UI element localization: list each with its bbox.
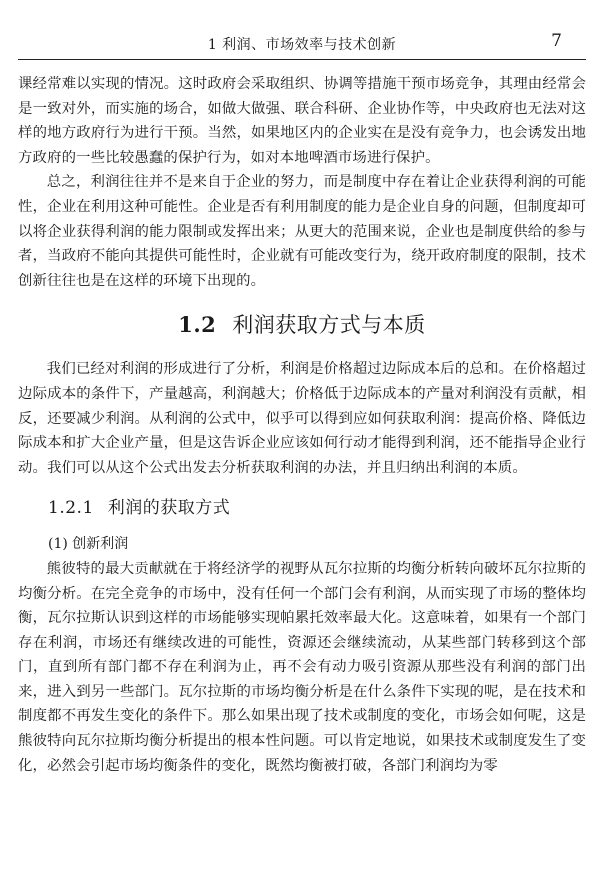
chapter-title: 1 利润、市场效率与技术创新	[207, 37, 397, 53]
paragraph-1: 课经常难以实现的情况。这时政府会采取组织、协调等措施干预市场竞争，其理由经常会是一致对外，而实施的场合，如做大做强、联合科研、企业协作等，中央政府也无法对这样的地方政府行为进行干预。当然，如果地区内的企业实在是没有竞争力，也会诱发出地方政府的一些比较愚蠢的保护行为，如对本地啤酒市场进行保护。	[18, 76, 586, 166]
running-head	[18, 0, 586, 58]
section-title: 利润获取方式与本质	[232, 313, 426, 338]
section-heading	[18, 311, 586, 339]
header-rule	[18, 59, 586, 60]
paragraph-3: 我们已经对利润的形成进行了分析，利润是价格超过边际成本后的总和。在价格超过边际成本的条件下，产量越高，利润越大；价格低于边际成本的产量对利润没有贡献，相反，还要减少利润。从利润的公式中，似乎可以得到应如何获取利润：提高价格、降低边际成本和扩大企业产量，但是这告诉企业应该如何行动才能得到利润，还不能指导企业行动。我们可以从这个公式出发去分析获取利润的办法，并且归纳出利润的本质。	[18, 361, 586, 476]
paragraph-2: 总之，利润往往并不是来自于企业的努力，而是制度中存在着让企业获得利润的可能性，企业在利用这种可能性。企业是否有利用制度的能力是企业自身的问题，但制度却可以将企业获得利润的能力限制或发挥出来；从更大的范围来说，企业也是制度供给的参与者，当政府不能向其提供可能性时，企业就有可能改变行为，绕开政府制度的限制，技术创新往往也是在这样的环境下出现的。	[18, 174, 586, 289]
item-heading: (1) 创新利润	[48, 536, 129, 553]
page-body	[18, 72, 586, 778]
paragraph-4: 熊彼特的最大贡献就在于将经济学的视野从瓦尔拉斯的均衡分析转向破坏瓦尔拉斯的均衡分析。在完全竞争的市场中，没有任何一个部门会有利润，从而实现了市场的整体均衡，瓦尔拉斯认识到这样的市场能够实现帕累托效率最大化。这意味着，如果有一个部门存在利润，市场还有继续改进的可能性，资源还会继续流动，从某些部门转移到这个部门，直到所有部门都不存在利润为止，再不会有动力吸引资源从那些没有利润的部门出来，进入到另一些部门。瓦尔拉斯的市场均衡分析是在什么条件下实现的呢，是在技术和制度都不再发生变化的条件下。那么如果出现了技术或制度的变化，市场会如何呢，这是熊彼特向瓦尔拉斯均衡分析提出的根本性问题。可以肯定地说，如果技术或制度发生了变化，必然会引起市场均衡条件的变化，既然均衡被打破，各部门利润均为零	[18, 560, 586, 774]
section-number: 1.2	[178, 312, 217, 338]
page-number: 7	[551, 31, 562, 51]
subsection-number: 1.2.1	[48, 498, 94, 519]
subsection-title: 利润的获取方式	[107, 498, 231, 519]
subsection-heading	[48, 496, 586, 520]
